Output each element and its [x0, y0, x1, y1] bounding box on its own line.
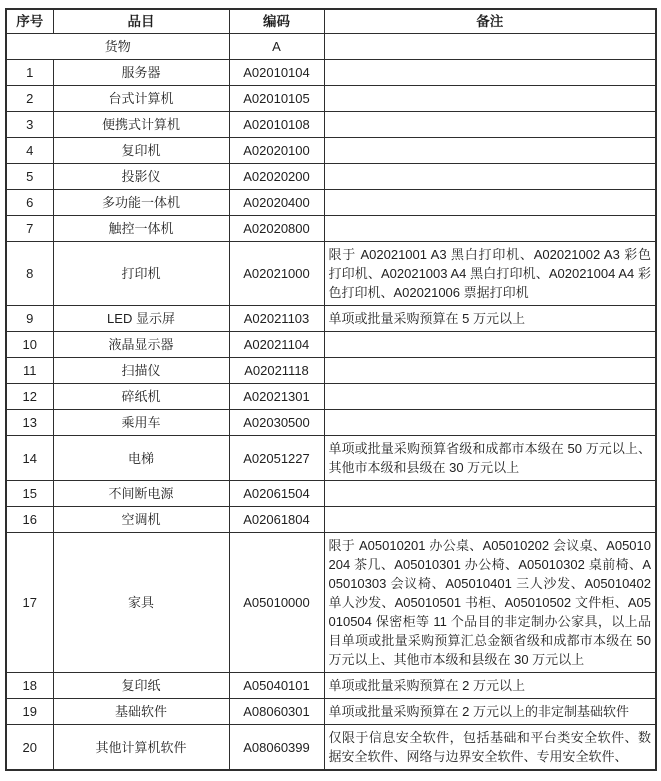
category-code-cell: A — [229, 34, 324, 60]
row-no-cell: 5 — [6, 164, 53, 190]
item-cell: 复印纸 — [53, 673, 229, 699]
remark-cell: 单项或批量采购预算在 5 万元以上 — [324, 306, 656, 332]
item-cell: 空调机 — [53, 507, 229, 533]
item-cell: LED 显示屏 — [53, 306, 229, 332]
code-cell: A02021103 — [229, 306, 324, 332]
remark-cell — [324, 384, 656, 410]
code-cell: A08060301 — [229, 699, 324, 725]
remark-cell — [324, 112, 656, 138]
code-cell: A02021000 — [229, 242, 324, 306]
remark-cell: 仅限于信息安全软件，包括基础和平台类安全软件、数据安全软件、网络与边界安全软件、专用安全软件、 — [324, 725, 656, 771]
row-no-cell: 8 — [6, 242, 53, 306]
table-row — [6, 306, 656, 332]
remark-cell: 单项或批量采购预算在 2 万元以上的非定制基础软件 — [324, 699, 656, 725]
remark-cell — [324, 164, 656, 190]
remark-cell: 单项或批量采购预算省级和成都市本级在 50 万元以上、其他市本级和县级在 30 万元以上 — [324, 436, 656, 481]
row-no-cell: 11 — [6, 358, 53, 384]
table-row — [6, 60, 656, 86]
table-row — [6, 384, 656, 410]
remark-cell — [324, 86, 656, 112]
code-cell: A02021118 — [229, 358, 324, 384]
code-cell: A02010108 — [229, 112, 324, 138]
code-cell: A05010000 — [229, 533, 324, 673]
row-no-cell: 4 — [6, 138, 53, 164]
table-row — [6, 436, 656, 481]
row-no-cell: 17 — [6, 533, 53, 673]
table-row — [6, 216, 656, 242]
table-row — [6, 242, 656, 306]
category-name-cell: 货物 — [6, 34, 229, 60]
item-cell: 复印机 — [53, 138, 229, 164]
row-no-cell: 13 — [6, 410, 53, 436]
row-no-cell: 6 — [6, 190, 53, 216]
table-row — [6, 481, 656, 507]
item-cell: 打印机 — [53, 242, 229, 306]
category-row — [6, 34, 656, 60]
remark-cell — [324, 60, 656, 86]
table-body — [6, 34, 656, 771]
code-cell: A02010105 — [229, 86, 324, 112]
row-no-cell: 12 — [6, 384, 53, 410]
code-cell: A02051227 — [229, 436, 324, 481]
remark-cell — [324, 507, 656, 533]
remark-cell — [324, 190, 656, 216]
table-row — [6, 673, 656, 699]
table-row — [6, 190, 656, 216]
item-cell: 电梯 — [53, 436, 229, 481]
table-row — [6, 725, 656, 771]
row-no-cell: 20 — [6, 725, 53, 771]
table-row — [6, 86, 656, 112]
item-cell: 液晶显示器 — [53, 332, 229, 358]
row-no-cell: 1 — [6, 60, 53, 86]
remark-cell — [324, 216, 656, 242]
table-row — [6, 410, 656, 436]
remark-cell — [324, 138, 656, 164]
item-cell: 基础软件 — [53, 699, 229, 725]
item-cell: 乘用车 — [53, 410, 229, 436]
row-no-cell: 14 — [6, 436, 53, 481]
code-cell: A02020800 — [229, 216, 324, 242]
row-no-cell: 18 — [6, 673, 53, 699]
header-cell-no: 序号 — [6, 9, 53, 34]
header-cell-code: 编码 — [229, 9, 324, 34]
code-cell: A08060399 — [229, 725, 324, 771]
remark-cell: 限于 A05010201 办公桌、A05010202 会议桌、A05010204 茶几、A05010301 办公椅、A05010302 桌前椅、A05010303 会议椅、A05010401 三人沙发、A05010402 单人沙发、A05010501 书柜、A05010502 文件柜、A05010504 保密柜等 11 个品目的非定制办公家具，以上品目单项或批量采购预算汇总金额省级和成都市本级在 50 万元以上、其他市本级和县级在 30 万元以上 — [324, 533, 656, 673]
item-cell: 服务器 — [53, 60, 229, 86]
code-cell: A02021301 — [229, 384, 324, 410]
code-cell: A02030500 — [229, 410, 324, 436]
row-no-cell: 3 — [6, 112, 53, 138]
table-row — [6, 507, 656, 533]
item-cell: 台式计算机 — [53, 86, 229, 112]
row-no-cell: 7 — [6, 216, 53, 242]
table-row — [6, 533, 656, 673]
header-cell-remark: 备注 — [324, 9, 656, 34]
code-cell: A02061804 — [229, 507, 324, 533]
item-cell: 碎纸机 — [53, 384, 229, 410]
remark-cell — [324, 410, 656, 436]
item-cell: 便携式计算机 — [53, 112, 229, 138]
code-cell: A02010104 — [229, 60, 324, 86]
code-cell: A05040101 — [229, 673, 324, 699]
table-row — [6, 699, 656, 725]
row-no-cell: 10 — [6, 332, 53, 358]
item-cell: 不间断电源 — [53, 481, 229, 507]
row-no-cell: 19 — [6, 699, 53, 725]
code-cell: A02020200 — [229, 164, 324, 190]
table-row — [6, 358, 656, 384]
table-header-row — [6, 9, 656, 34]
item-cell: 扫描仪 — [53, 358, 229, 384]
header-cell-item: 品目 — [53, 9, 229, 34]
item-cell: 其他计算机软件 — [53, 725, 229, 771]
item-cell: 多功能一体机 — [53, 190, 229, 216]
procurement-table — [5, 8, 657, 771]
table-row — [6, 112, 656, 138]
remark-cell — [324, 358, 656, 384]
row-no-cell: 9 — [6, 306, 53, 332]
remark-cell: 限于 A02021001 A3 黑白打印机、A02021002 A3 彩色打印机、A02021003 A4 黑白打印机、A02021004 A4 彩色打印机、A02021006 票据打印机 — [324, 242, 656, 306]
row-no-cell: 15 — [6, 481, 53, 507]
code-cell: A02020100 — [229, 138, 324, 164]
row-no-cell: 2 — [6, 86, 53, 112]
remark-cell — [324, 481, 656, 507]
code-cell: A02021104 — [229, 332, 324, 358]
code-cell: A02061504 — [229, 481, 324, 507]
table-row — [6, 138, 656, 164]
row-no-cell: 16 — [6, 507, 53, 533]
remark-cell: 单项或批量采购预算在 2 万元以上 — [324, 673, 656, 699]
item-cell: 投影仪 — [53, 164, 229, 190]
table-row — [6, 332, 656, 358]
category-remark-cell — [324, 34, 656, 60]
item-cell: 家具 — [53, 533, 229, 673]
remark-cell — [324, 332, 656, 358]
item-cell: 触控一体机 — [53, 216, 229, 242]
code-cell: A02020400 — [229, 190, 324, 216]
table-row — [6, 164, 656, 190]
